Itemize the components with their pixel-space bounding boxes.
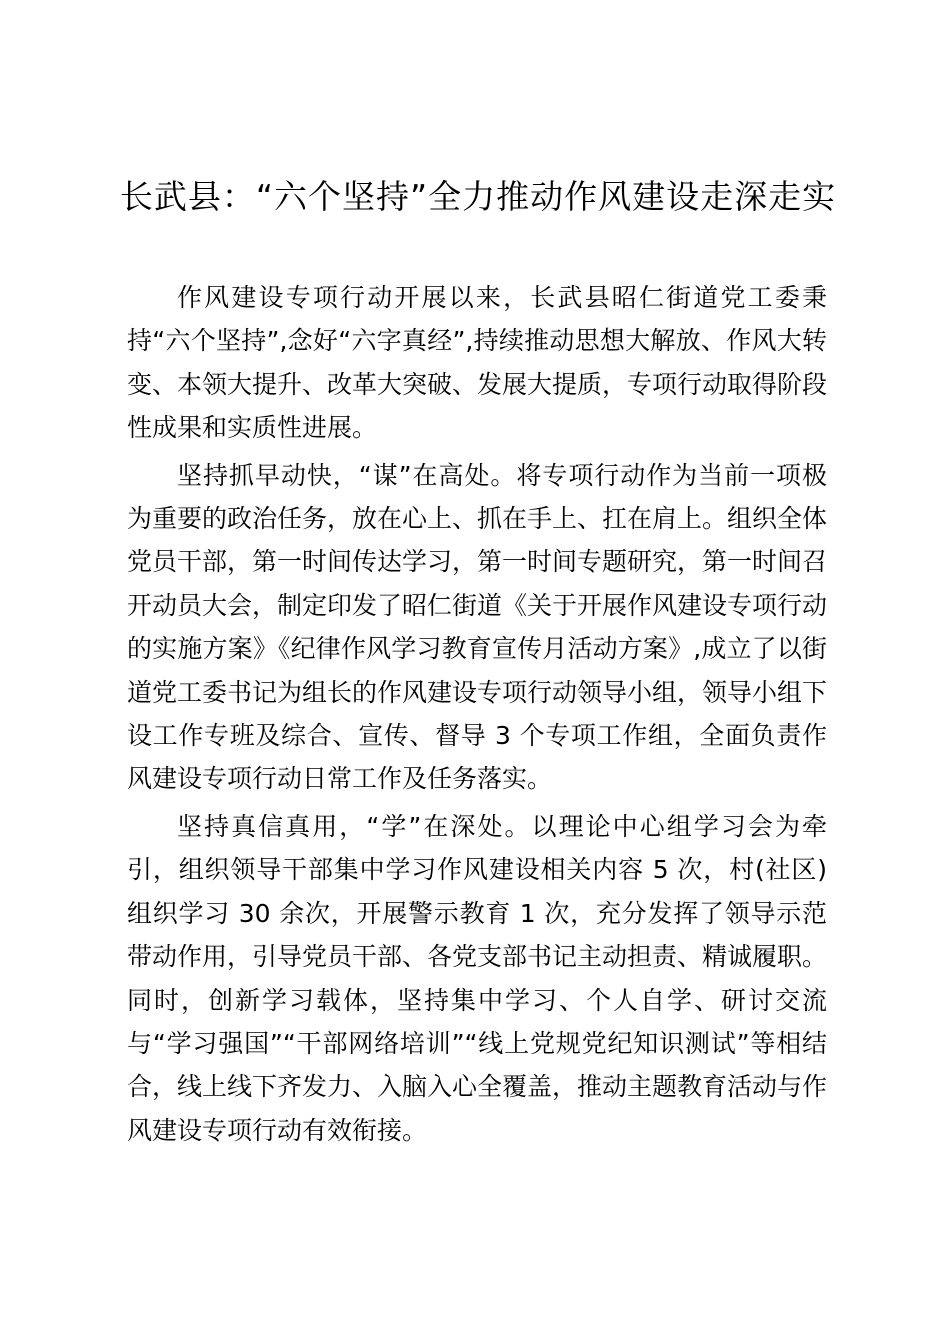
document-title: 长武县：“六个坚持”全力推动作风建设走深走实 bbox=[119, 177, 837, 216]
paragraph-planning: 坚持抓早动快，“谋”在高处。将专项行动作为当前一项极为重要的政治任务，放在心上、抓在手上、扛在肩上。组织全体党员干部，第一时间传达学习，第一时间专题研究，第一时间召开动员大会，制定印发了昭仁街道《关于开展作风建设专项行动的实施方案》《纪律作风学习教育宣传月活动方案》,成立了以街道党工委书记为组长的作风建设专项行动领导小组，领导小组下设工作专班及综合、宣传、督导 3 个专项工作组，全面负责作风建设专项行动日常工作及任务落实。 bbox=[127, 460, 828, 794]
paragraph-learning: 坚持真信真用，“学”在深处。以理论中心组学习会为牵引，组织领导干部集中学习作风建设相关内容 5 次，村(社区)组织学习 30 余次，开展警示教育 1 次，充分发挥了领导示范带动作用，引导党员干部、各党支部书记主动担责、精诚履职。同时，创新学习载体，坚持集中学习、个人自学、研讨交流与“学习强国”“干部网络培训”“线上党规党纪知识测试”等相结合，线上线下齐发力、入脑入心全覆盖，推动主题教育活动与作风建设专项行动有效衔接。 bbox=[127, 811, 828, 1145]
document-body bbox=[127, 276, 827, 1152]
paragraph-intro: 作风建设专项行动开展以来，长武县昭仁街道党工委秉持“六个坚持”,念好“六字真经”,持续推动思想大解放、作风大转变、本领大提升、改革大突破、发展大提质，专项行动取得阶段性成果和实质性进展。 bbox=[127, 283, 828, 443]
